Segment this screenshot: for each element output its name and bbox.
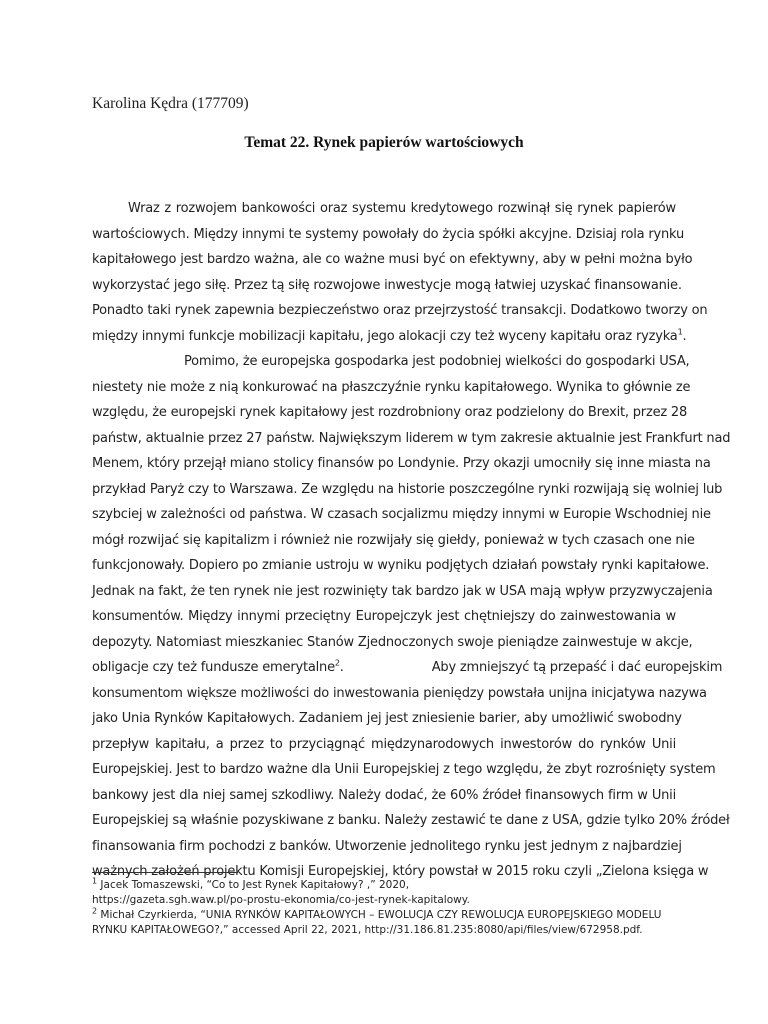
- footnote-text: Jacek Tomaszewski, “Co to Jest Rynek Kapitałowy? ,” 2020,: [97, 879, 410, 891]
- paragraph-line: Europejskiej. Jest to bardzo ważne dla Unii Europejskiej z tego względu, że zbyt rozrośnięty system: [92, 762, 716, 777]
- paragraph-line: ważnych założeń projektu Komisji Europejskiej, który powstał w 2015 roku czyli „Zielona księga w: [92, 864, 709, 879]
- paragraph-line: bankowy jest dla niej samej szkodliwy. Należy dodać, że 60% źródeł finansowych firm w Unii: [92, 787, 676, 803]
- paragraph-line: konsumentów. Między innymi przeciętny Europejczyk jest chętniejszy do zainwestowania w: [92, 609, 676, 624]
- paragraph-line: przepływ kapitału, a przez to przyciągnąć międzynarodowych inwestorów do rynków Unii: [92, 736, 676, 752]
- footnote-reference-1: 1: [677, 327, 683, 337]
- paragraph-line: niestety nie może z nią konkurować na płaszczyźnie rynku kapitałowego. Wynika to głównie ze: [92, 379, 691, 395]
- footnote-1: [92, 878, 676, 893]
- paragraph-line: przykład Paryż czy to Warszawa. Ze względu na historie poszczególne rynki rozwijają się wolniej lub: [92, 481, 723, 497]
- paragraph-line: konsumentom większe możliwości do inwestowania pieniędzy powstała unijna inicjatywa nazywa: [92, 685, 707, 701]
- paragraph-line: jako Unia Rynków Kapitałowych. Zadaniem jej jest zniesienie barier, aby umożliwić swobodny: [92, 711, 682, 726]
- paragraph-line: względu, że europejski rynek kapitałowy jest rozdrobniony oraz podzielony do Brexit, przez 28: [92, 405, 688, 420]
- footnote-mark: 2: [92, 906, 98, 916]
- document-body: [92, 196, 731, 885]
- paragraph-line: między innymi funkcje mobilizacji kapitału, jego alokacji czy też wyceny kapitału oraz ryzyka$^1$.: [92, 327, 687, 344]
- paragraph-line: wykorzystać jego siłę. Przez tą siłę rozwojowe inwestycje mogą łatwiej uzyskać finansowanie.: [92, 277, 682, 293]
- author-line: Karolina Kędra (177709): [92, 95, 249, 112]
- footnotes: [92, 878, 676, 938]
- paragraph-line: Wraz z rozwojem bankowości oraz systemu kredytowego rozwinął się rynek papierów: [128, 201, 676, 216]
- paragraph-line: Ponadto taki rynek zapewnia bezpieczeństwo oraz przejrzystość transakcji. Dodatkowo tworzy on: [92, 303, 708, 318]
- footnote-mark: 1: [92, 876, 98, 886]
- paragraph-line: Pomimo, że europejska gospodarka jest podobniej wielkości do gospodarki USA,: [184, 354, 690, 369]
- footnote-2: [92, 908, 676, 923]
- paragraph-text: między innymi funkcje mobilizacji kapitału, jego alokacji czy też wyceny kapitału oraz ryzyka: [92, 328, 678, 344]
- paragraph-line: Menem, który przejął miano stolicy finansów po Londynie. Przy okazji umocniły się inne miasta na: [92, 456, 711, 471]
- footnote-2-link: RYNKU KAPITAŁOWEGO?,” accessed April 22, 2021, http://31.186.81.235:8080/api/files/view/672958.pdf.: [92, 924, 643, 936]
- paragraph-text: Aby zmniejszyć tą przepaść i dać europejskim: [431, 660, 723, 675]
- footnote-text: Michał Czyrkierda, “UNIA RYNKÓW KAPITAŁOWYCH – EWOLUCJA CZY REWOLUCJA EUROPEJSKIEGO MODELU: [97, 909, 662, 921]
- paragraph-line: szybciej w zależności od państwa. W czasach socjalizmu między innymi w Europie Wschodniej nie: [92, 507, 711, 522]
- footnote-reference-2: 2: [334, 658, 340, 668]
- paragraph-line: kapitałowego jest bardzo ważna, ale co ważne musi być on efektywny, aby w pełni można było: [92, 252, 693, 267]
- footnote-1-link: https://gazeta.sgh.waw.pl/po-prostu-ekonomia/co-jest-rynek-kapitalowy.: [92, 894, 470, 906]
- paragraph-line: depozyty. Natomiast mieszkaniec Stanów Zjednoczonych swoje pieniądze zainwestuje w akcje,: [92, 634, 693, 650]
- paragraph-line: obligacje czy też fundusze emerytalne$^2$. Aby zmniejszyć tą przepaść i dać europejskim: [92, 658, 723, 675]
- paragraph-line: finansowania firm pochodzi z banków. Utworzenie jednolitego rynku jest jednym z najbardziej: [92, 838, 682, 854]
- document-title: Temat 22. Rynek papierów wartościowych: [244, 134, 524, 151]
- footnote-separator: [92, 872, 238, 873]
- paragraph-line: wartościowych. Między innymi te systemy powołały do życia spółki akcyjne. Dzisiaj rola rynku: [92, 226, 685, 242]
- paragraph-line: Jednak na fakt, że ten rynek nie jest rozwinięty tak bardzo jak w USA mają wpływ przyzwyczajenia: [92, 583, 713, 599]
- paragraph-line: mógł rozwijać się kapitalizm i również nie rozwijały się giełdy, ponieważ w tych czasach one nie: [92, 532, 695, 548]
- paragraph-text: obligacje czy też fundusze emerytalne: [92, 660, 335, 675]
- paragraph-line: funkcjonowały. Dopiero po zmianie ustroju w wyniku podjętych działań powstały rynki kapitałowe.: [92, 558, 710, 573]
- paragraph-line: Europejskiej są właśnie pozyskiwane z banku. Należy zestawić te dane z USA, gdzie tylko 20% źródeł: [92, 813, 730, 828]
- paragraph-line: państw, aktualnie przez 27 państw. Największym liderem w tym zakresie aktualnie jest Frankfurt nad: [92, 430, 731, 446]
